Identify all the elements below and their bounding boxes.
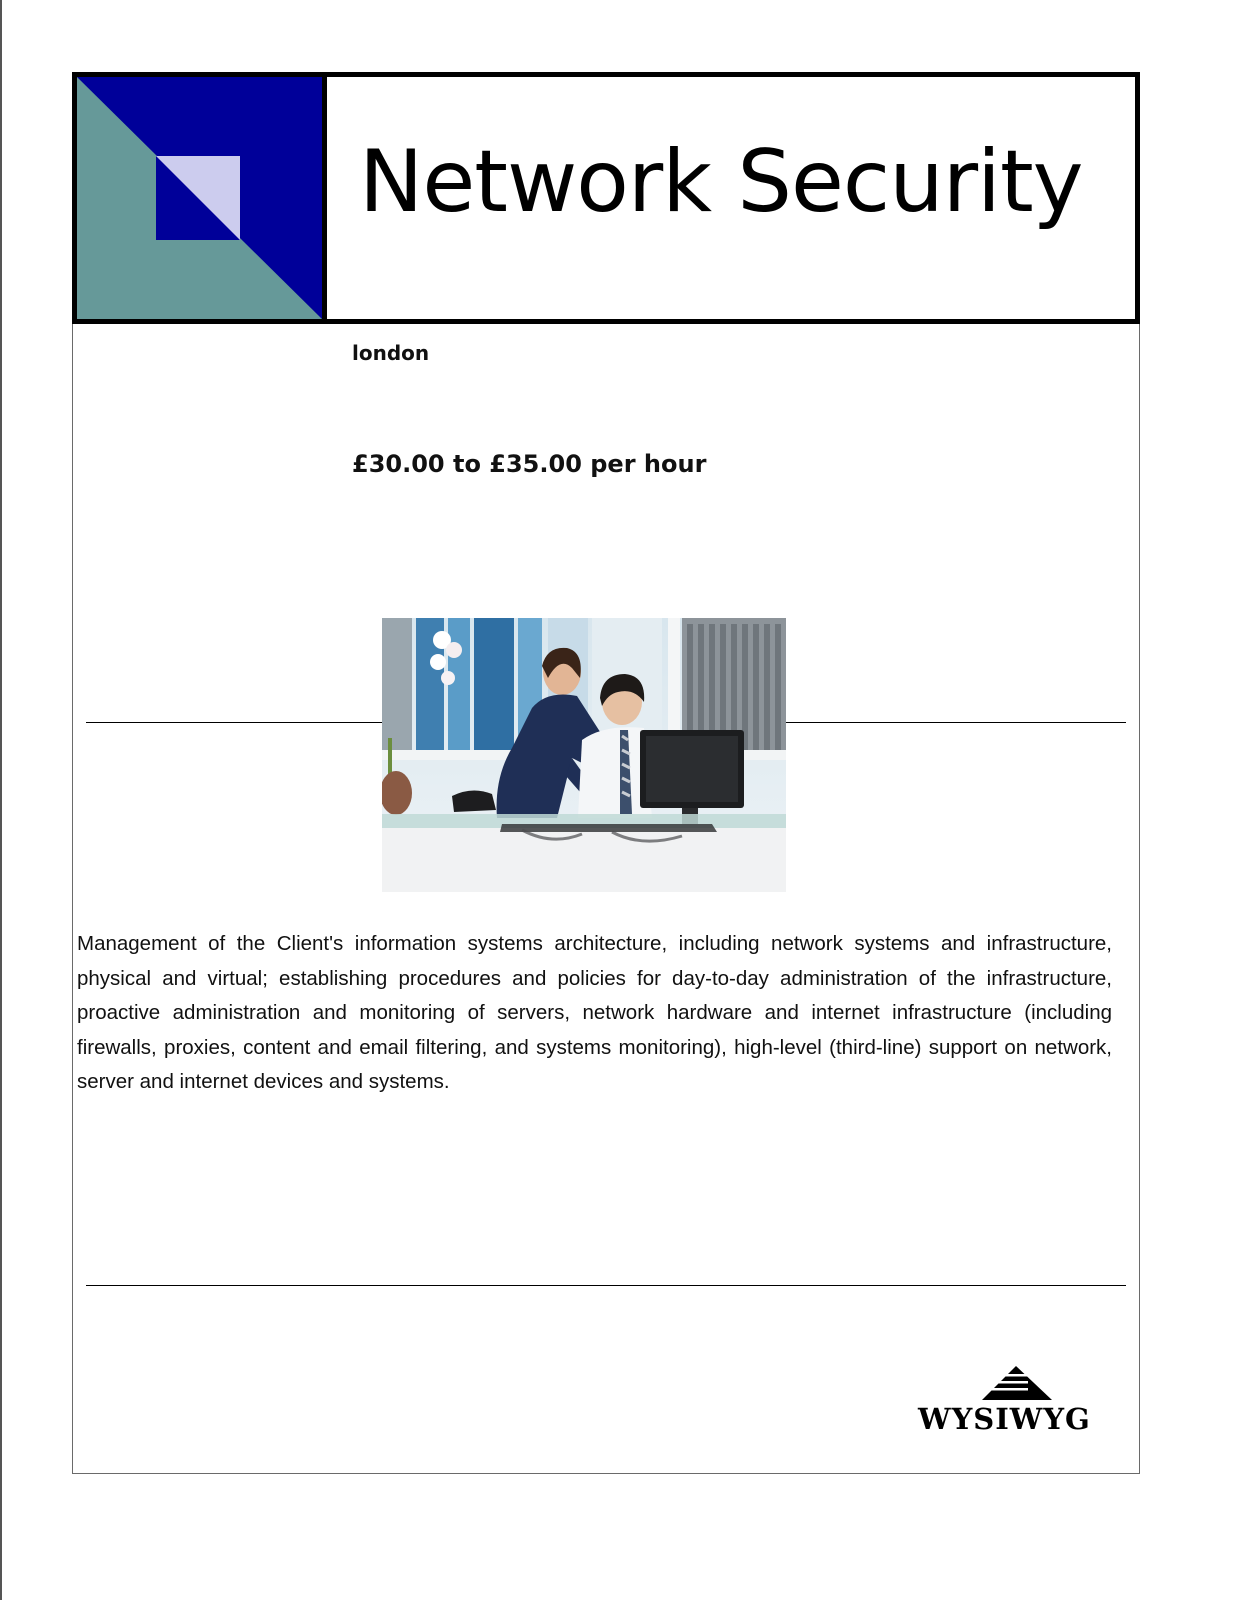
job-rate: £30.00 to £35.00 per hour (352, 450, 707, 478)
page-title: Network Security (359, 132, 1083, 232)
job-location: london (352, 341, 430, 365)
pyramid-icon (982, 1364, 1052, 1400)
brand-name: WYSIWYG (918, 1402, 1091, 1436)
job-description: Management of the Client's information systems architecture, including network systems and infrastructure, physical and virtual; establishing procedures and policies for day-to-day administration of the infrastructure, proactive administration and monitoring of servers, network hardware and internet infrastructure (including firewalls, proxies, content and email filtering, and systems monitoring), high-level (third-line) support on network, server and internet devices and systems. (77, 932, 1112, 1093)
page-edge (0, 0, 2, 1600)
divider-left (86, 722, 382, 723)
office-photo (382, 618, 786, 892)
divider-right (786, 722, 1126, 723)
header-banner (72, 72, 1140, 324)
divider-bottom (86, 1285, 1126, 1286)
geometric-logo-icon (77, 77, 327, 319)
brand-logo (912, 1364, 1117, 1439)
